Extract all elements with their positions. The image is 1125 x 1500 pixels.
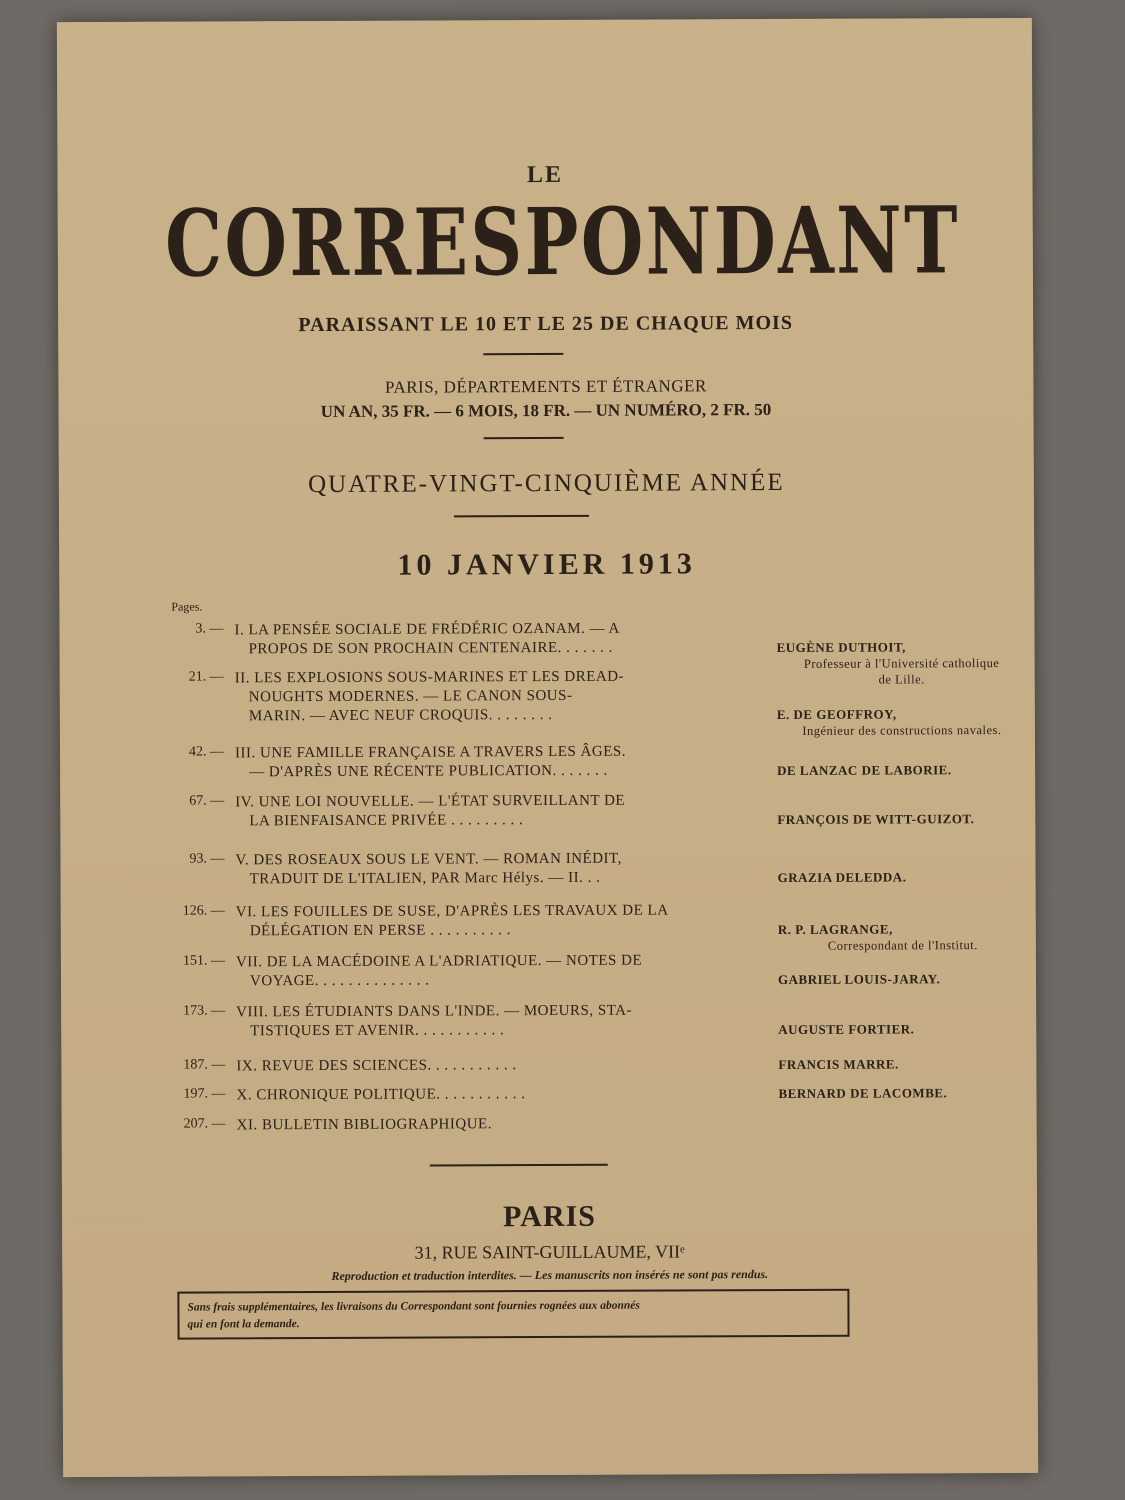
toc-entry — [161, 900, 978, 953]
masthead-le: LE — [526, 161, 564, 189]
toc-page-number: 3. — — [195, 621, 224, 637]
toc-entry — [161, 1000, 971, 1040]
prices-line: UN AN, 35 FR. — 6 MOIS, 18 FR. — UN NUMÉRO, 2 FR. 50 — [320, 400, 772, 421]
author-name: E. DE GEOFFROY, — [776, 706, 897, 722]
toc-author — [778, 1056, 1008, 1073]
divider-rule — [454, 515, 589, 518]
toc-article-title — [236, 951, 764, 991]
year-line: QUATRE-VINGT-CINQUIÈME ANNÉE — [308, 468, 785, 499]
author-affiliation: Ingénieur des constructions navales. — [802, 723, 1002, 738]
toc-entry — [160, 848, 970, 888]
toc-article-title — [235, 791, 763, 831]
toc-author — [777, 811, 1007, 828]
toc-title-line: V. DES ROSEAUX SOUS LE VENT. — ROMAN INÉDIT, — [235, 850, 622, 869]
toc-article-title — [236, 1055, 764, 1076]
divider-rule — [430, 1164, 608, 1167]
toc-title-line: VII. DE LA MACÉDOINE A L'ADRIATIQUE. — NOTES DE — [235, 952, 643, 971]
toc-title-line: II. LES EXPLOSIONS SOUS-MARINES ET LES DREAD- — [234, 668, 625, 687]
toc-page-number: 42. — — [188, 744, 225, 760]
author-affiliation: Professeur à l'Université catholique de Lille. — [803, 656, 1000, 687]
toc-author — [778, 971, 1008, 988]
toc-title-line: VIII. LES ÉTUDIANTS DANS L'INDE. — MOEURS, STA- — [236, 1002, 632, 1021]
toc-title-line: NOUGHTS MODERNES. — LE CANON SOUS- — [248, 687, 573, 706]
toc-article-title — [237, 1114, 765, 1135]
toc-title-line: DÉLÉGATION EN PERSE . . . . . . . . . . — [249, 922, 511, 940]
toc-entry — [160, 741, 970, 781]
masthead-subtitle: PARAISSANT LE 10 ET LE 25 DE CHAQUE MOIS — [298, 311, 793, 337]
toc-page-number: 207. — — [183, 1116, 226, 1132]
toc-author — [778, 921, 1008, 954]
toc-title-line: X. CHRONIQUE POLITIQUE. . . . . . . . . . . — [236, 1086, 526, 1104]
masthead-title: CORRESPONDANT — [164, 186, 961, 298]
author-name: EUGÈNE DUTHOIT, — [776, 639, 906, 655]
issue-date: 10 JANVIER 1913 — [397, 547, 696, 582]
divider-rule — [484, 437, 564, 439]
toc-title-line: TISTIQUES ET AVENIR. . . . . . . . . . . — [250, 1022, 505, 1040]
box-line: Sans frais supplémentaires, les livraisons du Correspondant sont fournies rognées aux abonnés — [187, 1299, 640, 1314]
toc-author — [778, 1021, 1008, 1038]
toc-page-number: 126. — — [182, 903, 225, 919]
toc-title-line: TRADUIT DE L'ITALIEN, PAR Marc Hélys. — II. . . — [249, 869, 601, 888]
toc-page-number: 197. — — [183, 1086, 226, 1102]
toc-title-line: MARIN. — AVEC NEUF CROQUIS. . . . . . . . — [248, 706, 553, 725]
toc-title-line: IX. REVUE DES SCIENCES. . . . . . . . . . . — [236, 1057, 517, 1075]
toc-title-line: — D'APRÈS UNE RÉCENTE PUBLICATION. . . . . . . — [249, 762, 608, 781]
author-name: GRAZIA DELEDDA. — [777, 869, 907, 885]
toc-title-line: IV. UNE LOI NOUVELLE. — L'ÉTAT SURVEILLANT DE — [235, 792, 626, 811]
author-affiliation: Correspondant de l'Institut. — [827, 938, 978, 953]
divider-rule — [483, 353, 563, 355]
toc-article-title — [236, 1001, 764, 1041]
toc-title-line: PROPOS DE SON PROCHAIN CENTENAIRE. . . . . . . — [248, 639, 613, 658]
toc-author — [777, 762, 1007, 779]
magazine-cover — [57, 18, 1038, 1477]
author-name: GABRIEL LOUIS-JARAY. — [777, 971, 941, 987]
toc-author — [778, 869, 1008, 886]
toc-article-title — [234, 619, 762, 659]
toc-author — [777, 639, 1007, 688]
toc-article-title — [235, 742, 763, 782]
toc-page-number: 93. — — [189, 851, 225, 867]
subscriber-notice-box — [177, 1289, 849, 1340]
toc-page-number: 151. — — [182, 953, 225, 969]
footer-city: PARIS — [503, 1199, 597, 1234]
toc-page-number: 173. — — [183, 1003, 226, 1019]
box-line: qui en font la demande. — [187, 1318, 300, 1331]
author-name: DE LANZAC DE LABORIE. — [777, 762, 952, 778]
author-name: R. P. LAGRANGE, — [777, 921, 893, 937]
toc-title-line: XI. BULLETIN BIBLIOGRAPHIQUE. — [236, 1116, 492, 1134]
toc-page-number: 21. — — [188, 669, 224, 685]
toc-article-title — [236, 901, 764, 941]
reproduction-notice: Reproduction et traduction interdites. — Les manuscrits non insérés ne sont pas rendus. — [331, 1267, 769, 1283]
toc-article-title — [235, 667, 763, 726]
footer-address: 31, RUE SAINT-GUILLAUME, VIIᵉ — [414, 1241, 685, 1263]
toc-entry — [160, 790, 975, 830]
toc-entry — [161, 1083, 971, 1104]
author-name: AUGUSTE FORTIER. — [778, 1021, 915, 1037]
author-name: FRANÇOIS DE WITT-GUIZOT. — [777, 811, 975, 827]
toc-page-number: 187. — — [183, 1057, 226, 1073]
toc-article-title — [235, 849, 763, 889]
author-name: BERNARD DE LACOMBE. — [778, 1085, 948, 1101]
prices-heading: PARIS, DÉPARTEMENTS ET ÉTRANGER — [384, 376, 707, 397]
toc-author — [778, 1085, 1008, 1102]
toc-article-title — [236, 1084, 764, 1105]
toc-entry — [162, 1113, 972, 1134]
pages-label: Pages. — [171, 599, 203, 614]
toc-title-line: LA BIENFAISANCE PRIVÉE . . . . . . . . . — [249, 812, 524, 830]
toc-title-line: I. LA PENSÉE SOCIALE DE FRÉDÉRIC OZANAM. — A — [234, 620, 620, 639]
toc-page-number: 67. — — [189, 793, 225, 809]
toc-title-line: III. UNE FAMILLE FRANÇAISE A TRAVERS LES ÂGES. — [234, 743, 627, 762]
toc-entry — [161, 1054, 971, 1075]
author-name: FRANCIS MARRE. — [778, 1056, 899, 1072]
toc-title-line: VI. LES FOUILLES DE SUSE, D'APRÈS LES TRAVAUX DE LA — [235, 902, 669, 921]
toc-author — [777, 706, 1007, 739]
toc-title-line: VOYAGE. . . . . . . . . . . . . . — [249, 972, 430, 990]
